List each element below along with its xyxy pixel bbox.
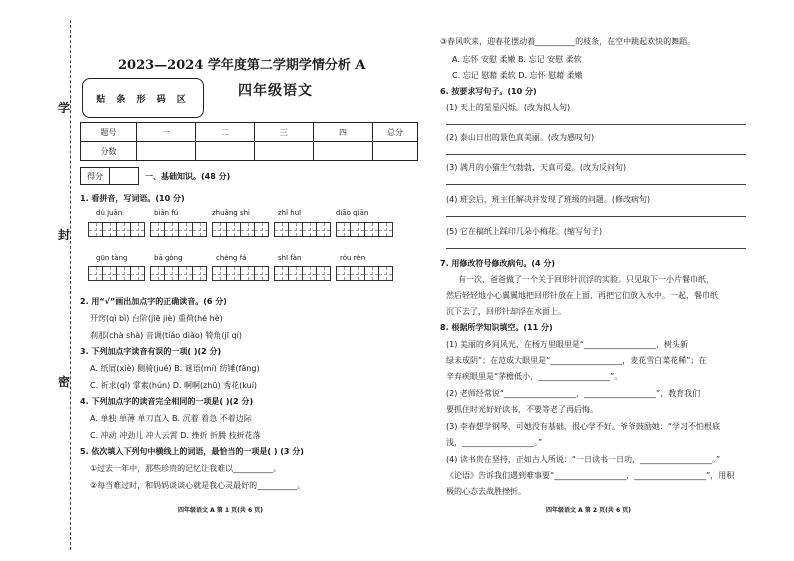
q3-options-ab: A. 纸屑(xiè) 侧骑(jué) B. 谜语(mí) 纺锤(fǎng) [90, 364, 260, 373]
writing-grid[interactable] [274, 266, 331, 281]
barcode-area: 贴 条 形 码 区 [82, 78, 204, 118]
q8-4-line-3: 极的心态去战胜挫折。 [446, 487, 526, 496]
score-cell[interactable] [196, 142, 255, 161]
score-cell[interactable] [314, 142, 373, 161]
binding-char-2: 封 [58, 225, 70, 244]
answer-line[interactable] [446, 248, 746, 249]
section-1-heading: 一、基础知识。(48 分) [145, 172, 231, 181]
writing-grid[interactable] [88, 266, 145, 281]
q6-item-2: (2) 泰山日出的景色真美丽。(改为感叹句) [446, 133, 595, 142]
q5-sentence-3: ③春风吹来，迎春花摆动着__________的枝条，在空中跳起欢快的舞蹈。 [440, 37, 696, 46]
question-3: 3. 下列加点字读音有误的一项( )(2 分) [80, 347, 222, 356]
score-table-cell: 题号 [81, 123, 137, 142]
score-table-label: 分数 [81, 142, 137, 161]
pinyin-1-5: diāo qiān [336, 209, 369, 217]
q8-2-line-1: (2) 老师经常说“__________________，__________________”，教育我们 [446, 389, 701, 398]
q8-3-line-1: (3) 李春想学钢琴，可她没有基础，很心学不好。爷爷鼓励她：“学习不怕根底 [446, 422, 721, 431]
pinyin-2-5: róu rèn [340, 254, 366, 262]
answer-line[interactable] [446, 124, 746, 125]
pinyin-1-1: dù juān [96, 209, 123, 217]
score-table-cell: 四 [314, 123, 373, 142]
page-footer-right: 四年级语文 A 第 2 页(共 6 页) [546, 507, 632, 514]
q5-options-cd: C. 忘记 慰藉 柔软 D. 忘怀 慰藉 柔嫩 [452, 71, 583, 80]
q6-item-4: (4) 班会后，班主任解决并发现了班级的问题。(修改病句) [446, 195, 651, 204]
pinyin-2-1: gūn tàng [96, 254, 128, 262]
writing-grid[interactable] [274, 222, 331, 237]
writing-grid[interactable] [212, 222, 269, 237]
q8-3-line-2: 浅，__________________。” [446, 438, 543, 447]
q5-options-ab: A. 忘怀 安慰 柔嫩 B. 忘记 安慰 柔软 [452, 55, 582, 64]
exam-subtitle: 四年级语文 [238, 83, 313, 99]
binding-dashed-line [70, 20, 71, 550]
pinyin-2-3: chéng fá [216, 254, 247, 262]
binding-char-3: 密 [58, 372, 70, 391]
score-table-cell: 一 [137, 123, 196, 142]
q8-1-line-3: 辛弃疾眼里是“茅檐低小，__________________”。 [446, 372, 623, 381]
answer-line[interactable] [446, 184, 746, 185]
q8-1-line-1: (1) 美丽的乡间风光，在杨万里眼里是“__________________，树头新 [446, 340, 689, 349]
q8-4-line-2: 《论语》告诉我们遇到难事要“__________________，__________________”，用积 [446, 471, 735, 480]
q8-1-line-2: 绿未成阴”；在范成大眼里是“__________________，麦花雪白菜花稀”；在 [446, 356, 707, 365]
score-cell[interactable] [137, 142, 196, 161]
q2-line-1: 开窍(qì bì) 台阶(jiē jiè) 重荷(hé hè) [90, 314, 223, 323]
q4-options-cd: C. 冲动 冲劲儿 冲人云霄 D. 挫折 折腾 枝折花落 [90, 431, 261, 440]
writing-grid[interactable] [212, 266, 269, 281]
q7-line-3: 沉下去了，回形针却浮在水面上。 [446, 307, 566, 316]
score-box [80, 167, 139, 185]
writing-grid[interactable] [88, 222, 145, 237]
score-table [80, 122, 418, 161]
writing-grid[interactable] [150, 222, 207, 237]
q8-4-line-1: (4) 读书贵在坚持，正如古人所说：“一日读书一日功，__________________。” [446, 455, 721, 464]
score-box-label: 得分 [80, 167, 110, 185]
binding-char-1: 学 [58, 98, 70, 117]
score-table-cell: 三 [255, 123, 314, 142]
question-7: 7. 用修改符号修改病句。(4 分) [440, 259, 556, 268]
pinyin-1-2: biān fú [154, 209, 179, 217]
writing-grid[interactable] [336, 266, 393, 281]
q7-line-1: 有一次，爸爸做了一个关于回形针沉浮的实验。只见取下一小片餐巾纸， [458, 275, 714, 284]
q3-options-cd: C. 祈求(qǐ) 掌素(hún) D. 啊啊(zhū) 秀花(kuí) [90, 381, 258, 390]
answer-line[interactable] [446, 154, 746, 155]
question-5: 5. 依次填入下列句中横线上的词语，最恰当的一项是( ) (3 分) [80, 447, 304, 456]
q7-line-2: 然后轻轻地小心翼翼地把回形针放在上面，再把它们放入水中。一起，餐巾纸 [446, 291, 718, 300]
score-table-header-row [81, 123, 418, 142]
pinyin-1-4: zhǐ huī [278, 209, 302, 217]
question-6: 6. 按要求写句子。(10 分) [440, 87, 537, 96]
q4-options-ab: A. 单独 单薄 单刀直入 B. 沉着 着急 不着边际 [90, 414, 252, 423]
q5-sentence-2: ②每当难过时，和妈妈谈谈心就是我心灵最好的__________。 [90, 481, 306, 490]
score-box-input[interactable] [110, 167, 139, 185]
pinyin-1-3: zhuāng shì [212, 209, 250, 217]
q2-line-2: 刹那(chà shà) 音调(tiáo diào) 犄角(jī qí) [90, 331, 242, 340]
question-2: 2. 用“√”画出加点字的正确读音。(6 分) [80, 297, 227, 306]
exam-title: 2023—2024 学年度第二学期学情分析 A [118, 58, 366, 73]
q6-item-3: (3) 满月的小猫生气勃勃，天真可爱。(改为反问句) [446, 163, 627, 172]
score-cell[interactable] [373, 142, 418, 161]
q6-item-1: (1) 天上的星星闪烁。(改为拟人句) [446, 103, 571, 112]
score-table-cell: 总分 [373, 123, 418, 142]
question-4: 4. 下列加点字的读音完全相同的一项是( )(2 分) [80, 397, 254, 406]
question-1: 1. 看拼音，写词语。(10 分) [80, 194, 185, 203]
writing-grid[interactable] [336, 222, 393, 237]
pinyin-2-4: shī fàn [278, 254, 302, 262]
binding-margin [0, 0, 72, 561]
q6-item-5: (5) 它在稿纸上踩印几朵小梅花。(缩写句子) [446, 227, 603, 236]
answer-line[interactable] [446, 216, 746, 217]
score-table-cell: 二 [196, 123, 255, 142]
score-cell[interactable] [255, 142, 314, 161]
question-8: 8. 根据所学知识填空。(11 分) [440, 323, 553, 332]
q5-sentence-1: ①过去一年中，那些珍贵的记忆让我难以__________。 [90, 464, 282, 473]
q8-2-line-2: 要抓住时光好好读书，不要等老了再后悔。 [446, 405, 598, 414]
pinyin-2-2: bā gòng [154, 254, 183, 262]
writing-grid[interactable] [150, 266, 207, 281]
page-footer-left: 四年级语文 A 第 1 页(共 6 页) [178, 507, 264, 514]
score-table-value-row [81, 142, 418, 161]
